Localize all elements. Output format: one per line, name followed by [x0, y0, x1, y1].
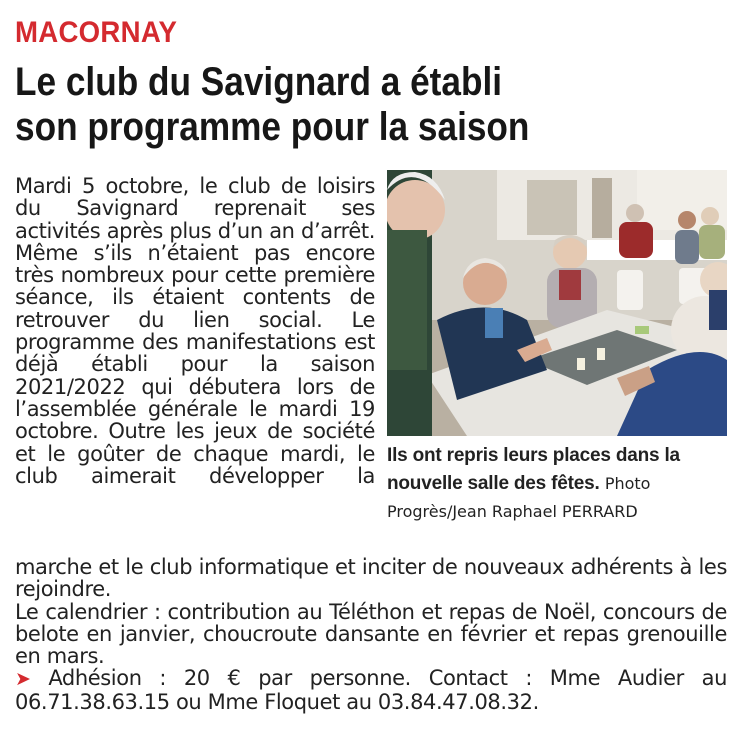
- photo-credit: Photo Progrès/Jean Raphael PERRARD: [387, 474, 651, 521]
- photo-caption: [387, 442, 732, 526]
- body-continued-paragraph: marche et le club informatique et inciter de nouveaux adhérents à les rejoindre.: [15, 555, 727, 602]
- headline-line-2: son programme pour la saison: [15, 105, 530, 149]
- photo-illustration: [387, 170, 727, 436]
- membership-text: Adhésion : 20 € par personne. Contact : Mme Audier au 06.71.38.63.15 ou Mme Floquet au 03.84.47.08.32.: [15, 666, 728, 714]
- caption-text: Ils ont repris leurs places dans la nouvelle salle des fêtes.: [387, 445, 680, 494]
- membership-paragraph: [15, 667, 727, 713]
- headline: [15, 60, 649, 150]
- calendar-paragraph: Le calendrier : contribution au Téléthon et repas de Noël, concours de belote en janvier, choucroute dansante en février et repas grenouille en mars.: [15, 599, 727, 669]
- article-body-column: [15, 175, 375, 487]
- headline-line-1: Le club du Savignard a établi: [15, 60, 503, 104]
- article-photo: [387, 170, 727, 436]
- section-kicker: MACORNAY: [15, 16, 178, 49]
- arrow-right-icon: ➤: [15, 668, 31, 691]
- article-body-continued: [15, 556, 727, 713]
- body-paragraph: Mardi 5 octobre, le club de loisirs du Savignard reprenait ses activités après plus d’un an d’arrêt. Même s’ils n’étaient pas encore très nombreux pour cette première séance, ils étaient contents de retrouver du lien social. Le programme des manifestations est déjà établi pour la saison 2021/2022 qui débutera lors de l’assemblée générale le mardi 19 octobre. Outre les jeux de société et le goûter de chaque mardi, le club aimerait développer la: [15, 174, 375, 488]
